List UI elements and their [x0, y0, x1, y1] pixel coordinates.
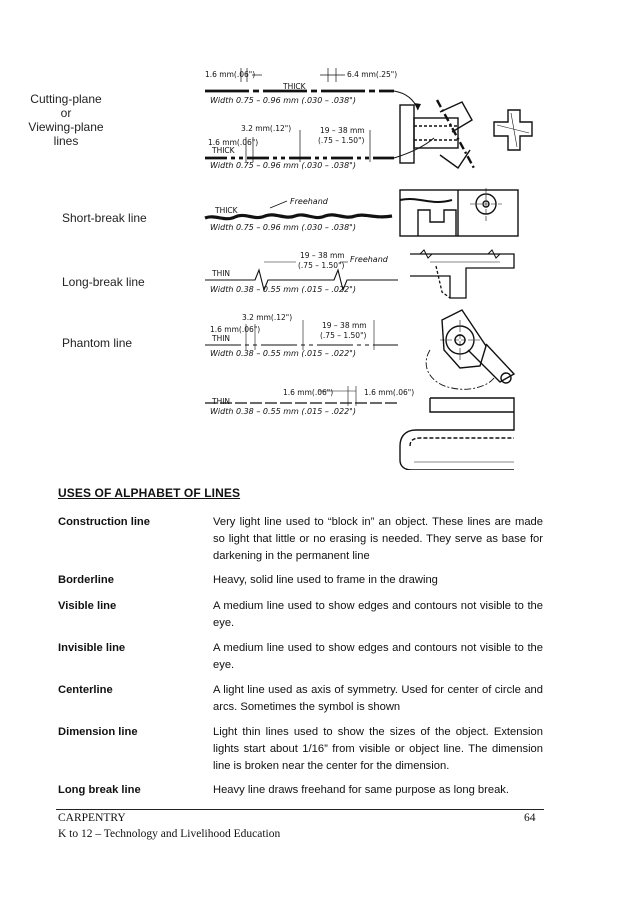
dimension-text: 1.6 mm(.06")	[210, 325, 261, 334]
width-text: Width 0.75 – 0.96 mm (.030 – .038")	[210, 223, 356, 232]
dashed-line	[205, 386, 414, 416]
page-number: 64	[524, 812, 536, 824]
thickness-text: THICK	[215, 206, 238, 215]
footer-subject: CARPENTRY	[58, 812, 126, 824]
label-short-break: Short-break line	[62, 211, 147, 225]
freehand-text: Freehand	[350, 255, 388, 264]
term-dimension-line: Dimension line	[58, 726, 138, 738]
dimension-text: 19 – 38 mm	[300, 251, 345, 260]
definition: Very light line used to “block in” an object. These lines are made so light that little or no erasing is needed. They serve as base for darkening in the permanent line	[213, 516, 543, 562]
dimension-text: (.75 – 1.50")	[318, 136, 365, 145]
dimension-text: 19 – 38 mm	[322, 321, 367, 330]
short-break-line	[205, 197, 392, 232]
term-long-break-line: Long break line	[58, 784, 141, 796]
label-line: Viewing-plane	[28, 120, 104, 134]
term-centerline: Centerline	[58, 684, 113, 696]
term-construction-line: Construction line	[58, 516, 150, 528]
definition: Light thin lines used to show the sizes of the object. Extension lights start about 1/16” from visible or object line. The dimension line is broken near the center for the dimension.	[213, 726, 543, 772]
flange-part-drawing	[400, 100, 475, 170]
label-phantom: Phantom line	[62, 336, 133, 350]
short-break-object-drawing	[400, 188, 518, 236]
width-text: Width 0.38 – 0.55 mm (.015 – .022")	[210, 407, 356, 416]
hidden-line-object-drawing	[400, 398, 514, 470]
width-text: Width 0.75 – 0.96 mm (.030 – .038")	[210, 96, 356, 105]
dimension-text: 3.2 mm(.12")	[241, 124, 292, 133]
label-line: or	[60, 106, 72, 120]
thickness-text: THICK	[212, 146, 235, 155]
long-break-line	[205, 251, 398, 294]
dimension-text: 1.6 mm(.06")	[364, 388, 415, 397]
label-long-break: Long-break line	[62, 275, 145, 289]
width-text: Width 0.38 – 0.55 mm (.015 – .022")	[210, 349, 356, 358]
dimension-text: (.75 – 1.50")	[298, 261, 345, 270]
term-borderline: Borderline	[58, 574, 114, 586]
footer-course: K to 12 – Technology and Livelihood Education	[58, 828, 281, 840]
cross-section-drawing	[494, 110, 532, 150]
term-visible-line: Visible line	[58, 600, 117, 612]
thickness-text: THICK	[283, 82, 306, 91]
freehand-text: Freehand	[290, 197, 328, 206]
dimension-text: 6.4 mm(.25")	[347, 70, 398, 79]
dimension-text: 19 – 38 mm	[320, 126, 365, 135]
label-line: Cutting-plane	[30, 92, 102, 106]
definition: A medium line used to show edges and contours not visible to the eye.	[213, 642, 543, 671]
width-text: Width 0.75 – 0.96 mm (.030 – .038")	[210, 161, 356, 170]
dimension-text: 1.6 mm(.06")	[283, 388, 334, 397]
thickness-text: THIN	[212, 269, 231, 278]
long-break-object-drawing	[410, 250, 514, 298]
dimension-text: 1.6 mm(.06")	[208, 138, 259, 147]
dimension-text: (.75 – 1.50")	[320, 331, 367, 340]
definition: Heavy, solid line used to frame in the drawing	[213, 574, 438, 586]
definition: A medium line used to show edges and contours not visible to the eye.	[213, 600, 543, 629]
cutting-plane-line-1	[205, 68, 421, 110]
footer-divider	[56, 809, 544, 810]
definition: Heavy line draws freehand for same purpose as long break.	[213, 784, 510, 796]
label-cutting-plane	[28, 92, 103, 148]
thickness-text: THIN	[212, 334, 231, 343]
section-title: USES OF ALPHABET OF LINES	[58, 486, 241, 500]
width-text: Width 0.38 – 0.55 mm (.015 – .022")	[210, 285, 356, 294]
label-line: lines	[53, 134, 79, 148]
phantom-line	[205, 313, 398, 358]
dimension-text: 1.6 mm(.06")	[205, 70, 256, 79]
term-invisible-line: Invisible line	[58, 642, 126, 654]
thickness-text: THIN	[212, 397, 231, 406]
definition: A light line used as axis of symmetry. Used for center of circle and arcs. Sometimes the symbol is shown	[213, 684, 543, 713]
dimension-text: 3.2 mm(.12")	[242, 313, 293, 322]
phantom-object-drawing	[426, 310, 514, 389]
